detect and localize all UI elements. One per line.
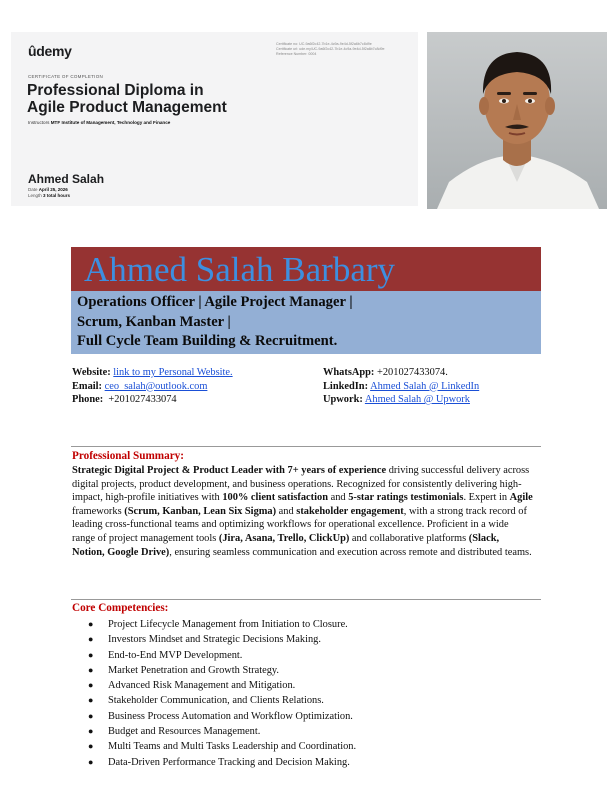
certificate-label: CERTIFICATE OF COMPLETION	[28, 74, 104, 79]
summary-bold: 5-star ratings testimonials	[348, 492, 464, 504]
phone-row	[72, 393, 233, 407]
divider	[71, 599, 541, 600]
certificate-instructors	[28, 120, 170, 125]
list-item: ● Data-Driven Performance Tracking and Decision Making.	[88, 755, 356, 770]
summary-run: and collaborative platforms	[349, 532, 469, 544]
certificate-reference	[276, 42, 406, 57]
list-item: ● Budget and Resources Management.	[88, 724, 356, 739]
summary-text	[72, 464, 534, 559]
instructors-label: Instructors	[28, 120, 50, 125]
certificate-meta	[28, 187, 70, 199]
whatsapp-value: +201027433074.	[377, 367, 448, 378]
name-banner	[71, 247, 541, 291]
certificate-title	[27, 82, 407, 116]
competencies-list	[88, 617, 356, 770]
certificate-ref-line: Certificate url: ude.my/UC-9a6f2c42-7b1e-4c9a-9e4d-5f2a6b7c8d9e	[276, 47, 385, 51]
list-item: ● Multi Teams and Multi Tasks Leadership and Coordination.	[88, 739, 356, 754]
list-item: ● Project Lifecycle Management from Initiation to Closure.	[88, 617, 356, 632]
upwork-label: Upwork:	[323, 394, 363, 405]
list-item: ● Business Process Automation and Workflow Optimization.	[88, 709, 356, 724]
competencies-title: Core Competencies:	[72, 602, 169, 614]
length-value: 3 total hours	[43, 193, 71, 198]
list-item: ● Advanced Risk Management and Mitigation.	[88, 678, 356, 693]
summary-bold: (Slack, Notion, Google Drive)	[72, 532, 500, 558]
certificate-title-line: Agile Product Management	[27, 99, 227, 116]
upwork-link[interactable]: Ahmed Salah @ Upwork	[364, 394, 470, 405]
summary-run: driving successful delivery across digital projects, product development, and business operations. Recognized for consistently delivering high-impact, high-profile initiatives with	[72, 465, 530, 504]
certificate-recipient: Ahmed Salah	[28, 172, 105, 186]
summary-run: and	[328, 492, 349, 504]
list-item: ● End-to-End MVP Development.	[88, 648, 356, 663]
linkedin-link[interactable]: Ahmed Salah @ LinkedIn	[370, 380, 480, 392]
website-row	[72, 366, 233, 380]
candidate-name: Ahmed Salah Barbary	[84, 250, 396, 289]
role-line: Full Cycle Team Building & Recruitment.	[77, 333, 338, 349]
summary-run: . Expert in	[463, 492, 510, 504]
person-photo-icon	[427, 32, 607, 209]
whatsapp-label: WhatsApp:	[323, 367, 375, 378]
website-link[interactable]: link to my Personal Website.	[113, 367, 233, 378]
summary-run: , ensuring seamless communication and execution across remote and distributed teams.	[169, 546, 532, 558]
role-banner	[71, 291, 541, 354]
length-label: Length	[28, 193, 42, 198]
profile-photo	[427, 32, 607, 209]
certificate-ref-line: Reference Number: 0004	[276, 52, 317, 56]
email-label: Email:	[72, 380, 103, 392]
list-item: ● Stakeholder Communication, and Clients Relations.	[88, 693, 356, 708]
website-label: Website:	[72, 367, 111, 378]
contacts-left	[72, 366, 233, 407]
udemy-logo: ûdemy	[28, 43, 72, 59]
contacts-right	[323, 366, 479, 407]
role-line: Scrum, Kanban Master |	[77, 313, 231, 330]
date-value: April 25, 2026	[38, 187, 68, 192]
summary-run: and	[276, 505, 297, 517]
summary-bold: 100% client satisfaction	[222, 492, 328, 504]
certificate-ref-line: Certificate no: UC-9a6f2c42-7b1e-4c9a-9e4d-5f2a6b7c8d9e	[276, 42, 372, 46]
email-link[interactable]: ceo_salah@outlook.com	[104, 380, 208, 392]
date-label: Date	[28, 187, 38, 192]
whatsapp-row	[323, 366, 479, 380]
certificate-title-line: Professional Diploma in	[27, 82, 204, 99]
instructors-value: MTF Institute of Management, Technology and Finance	[50, 120, 171, 125]
summary-bold: (Jira, Asana, Trello, ClickUp)	[218, 532, 350, 544]
summary-bold: Agile	[509, 492, 533, 504]
summary-run: , with a strong track record of leading cross-functional teams and optimizing workflows for operational excellence. Proficient in a wide range of project management tools	[72, 505, 527, 544]
list-item: ● Investors Mindset and Strategic Decisions Making.	[88, 632, 356, 647]
summary-run: frameworks	[72, 505, 125, 517]
udemy-certificate	[11, 32, 418, 206]
summary-title: Professional Summary:	[72, 450, 184, 462]
role-line: Operations Officer | Agile Project Manager |	[77, 294, 353, 310]
phone-label: Phone:	[72, 394, 104, 405]
summary-bold: (Scrum, Kanban, Lean Six Sigma)	[124, 505, 277, 517]
upwork-row	[323, 393, 479, 407]
phone-value: +201027433074	[108, 394, 177, 405]
email-row	[72, 380, 233, 394]
divider	[71, 446, 541, 447]
summary-bold: Strategic Digital Project & Product Leader with 7+ years of experience	[72, 465, 387, 476]
linkedin-row	[323, 380, 479, 394]
linkedin-label: LinkedIn:	[323, 380, 369, 392]
list-item: ● Market Penetration and Growth Strategy.	[88, 663, 356, 678]
summary-bold: stakeholder engagement	[296, 505, 404, 517]
